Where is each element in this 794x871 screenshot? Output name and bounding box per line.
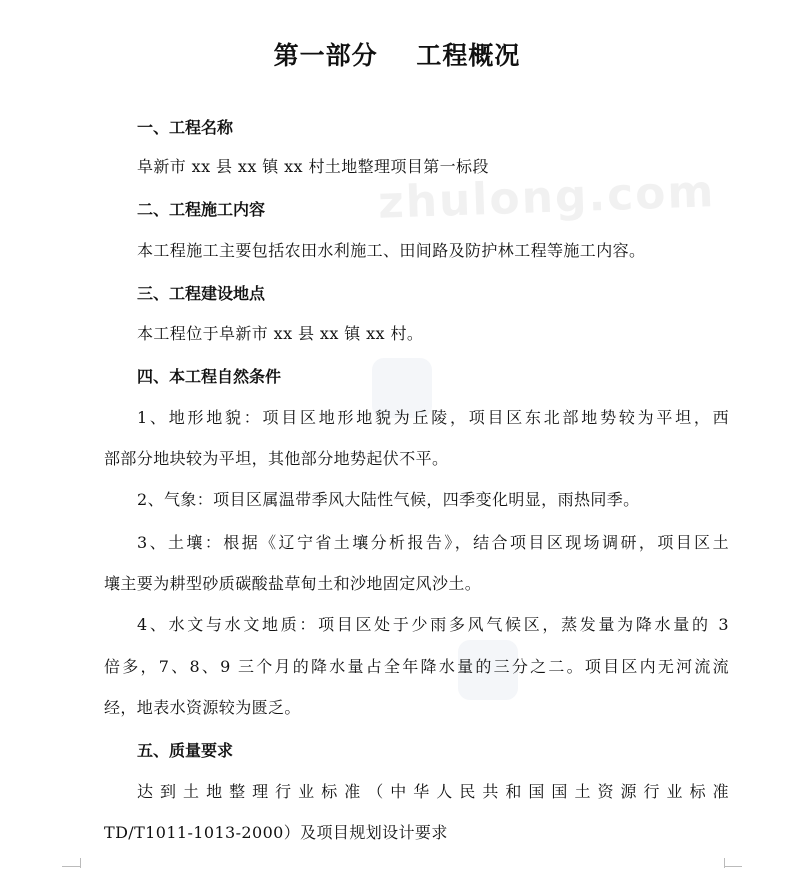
paragraph-line: 2、气象：项目区属温带季风大陆性气候，四季变化明显，雨热同季。 [137,490,640,509]
paragraph-line: 倍多，7、8、9 三个月的降水量占全年降水量的三分之二。项目区内无河流流 [104,657,729,676]
section-heading: 二、工程施工内容 [137,200,266,219]
paragraph-line: 部部分地块较为平坦，其他部分地势起伏不平。 [104,449,449,468]
paragraph-line: 达到土地整理行业标准（中华人民共和国国土资源行业标准 [137,782,729,801]
paragraph-line: TD/T1011-1013-2000）及项目规划设计要求 [104,823,448,842]
section-heading: 一、工程名称 [137,118,234,137]
section-heading: 四、本工程自然条件 [137,367,282,386]
paragraph-line: 1、地形地貌：项目区地形地貌为丘陵，项目区东北部地势较为平坦，西 [137,408,729,427]
paragraph-line: 阜新市 xx 县 xx 镇 xx 村土地整理项目第一标段 [137,157,489,176]
page-corner-mark [724,866,742,867]
page-title: 第一部分 工程概况 [273,41,521,70]
page-corner-mark [62,866,80,867]
section-heading: 五、质量要求 [137,741,234,760]
paragraph-line: 本工程施工主要包括农田水利施工、田间路及防护林工程等施工内容。 [137,241,646,260]
paragraph-line: 壤主要为耕型砂质碳酸盐草甸土和沙地固定风沙土。 [104,574,482,593]
section-heading: 三、工程建设地点 [137,284,266,303]
paragraph-line: 经，地表水资源较为匮乏。 [104,698,301,717]
paragraph-line: 3、土壤：根据《辽宁省土壤分析报告》，结合项目区现场调研，项目区土 [137,533,729,552]
paragraph-line: 4、水文与水文地质：项目区处于少雨多风气候区，蒸发量为降水量的 3 [137,615,729,634]
watermark: zhulong.com [377,166,717,229]
paragraph-line: 本工程位于阜新市 xx 县 xx 镇 xx 村。 [137,324,424,343]
